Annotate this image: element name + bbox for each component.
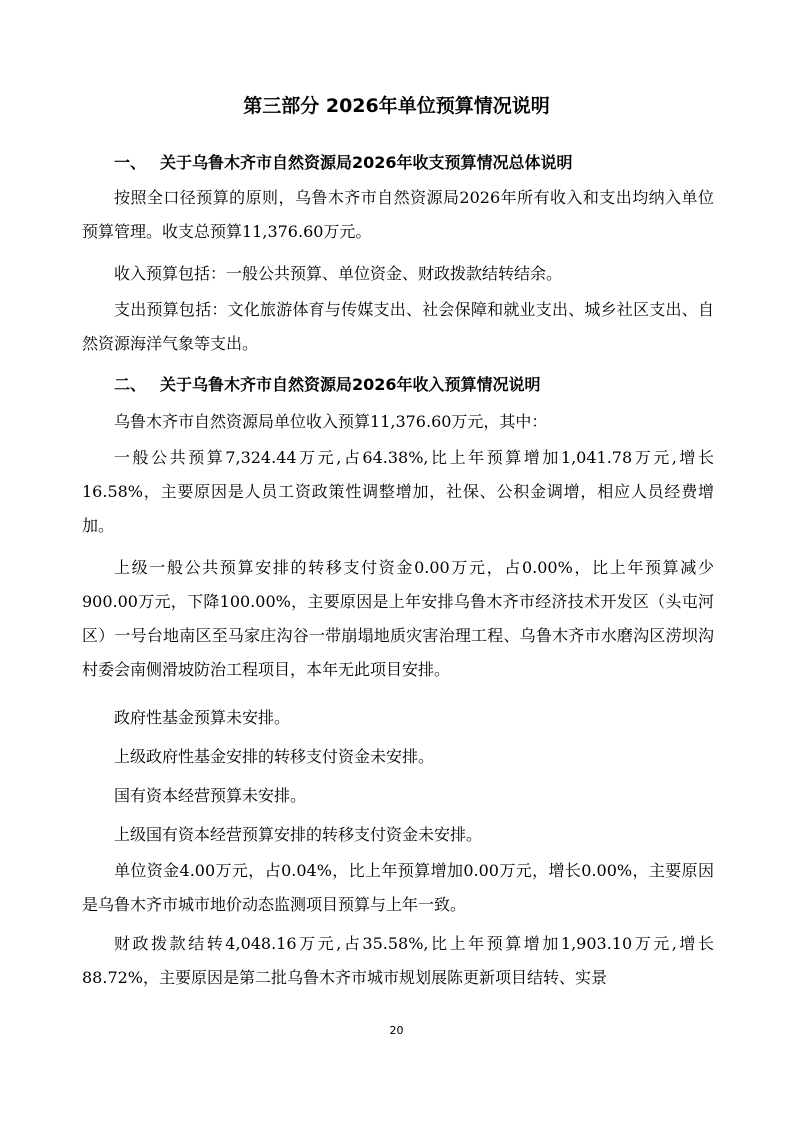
page-number: 20 bbox=[389, 1024, 404, 1037]
section-2-heading-text: 关于乌鲁木齐市自然资源局2026年收入预算情况说明 bbox=[160, 375, 541, 394]
paragraph: 上级一般公共预算安排的转移支付资金0.00万元，占0.00%，比上年预算减少900.00万元，下降100.00%，主要原因是上年安排乌鲁木齐市经济技术开发区（头屯河区）一号台地南区至马家庄沟谷一带崩塌地质灾害治理工程、乌鲁木齐市水磨沟区涝坝沟村委会南侧滑坡防治工程项目，本年无此项目安排。 bbox=[82, 558, 714, 679]
section-2-number: 二、 bbox=[114, 375, 147, 394]
paragraph: 收入预算包括：一般公共预算、单位资金、财政拨款结转结余。 bbox=[114, 264, 563, 283]
section-1-heading bbox=[114, 151, 714, 175]
paragraph: 一般公共预算7,324.44万元,占64.38%,比上年预算增加1,041.78万元,增长16.58%，主要原因是人员工资政策性调整增加，社保、公积金调增，相应人员经费增加。 bbox=[82, 448, 714, 535]
paragraph: 支出预算包括：文化旅游体育与传媒支出、社会保障和就业支出、城乡社区支出、自然资源海洋气象等支出。 bbox=[82, 300, 714, 353]
paragraph: 财政拨款结转4,048.16万元,占35.58%,比上年预算增加1,903.10万元,增长88.72%，主要原因是第二批乌鲁木齐市城市规划展陈更新项目结转、实景 bbox=[82, 934, 714, 987]
page-title: 第三部分 2026年单位预算情况说明 bbox=[243, 95, 550, 117]
paragraph: 单位资金4.00万元，占0.04%，比上年预算增加0.00万元，增长0.00%，主要原因是乌鲁木齐市城市地价动态监测项目预算与上年一致。 bbox=[82, 861, 714, 914]
paragraph: 按照全口径预算的原则，乌鲁木齐市自然资源局2026年所有收入和支出均纳入单位预算管理。收支总预算11,376.60万元。 bbox=[82, 188, 714, 241]
paragraph: 上级国有资本经营预算安排的转移支付资金未安排。 bbox=[114, 825, 483, 844]
paragraph: 政府性基金预算未安排。 bbox=[114, 708, 291, 727]
section-1-heading-text: 关于乌鲁木齐市自然资源局2026年收支预算情况总体说明 bbox=[160, 153, 573, 172]
paragraph: 乌鲁木齐市自然资源局单位收入预算11,376.60万元，其中： bbox=[114, 412, 548, 431]
paragraph: 上级政府性基金安排的转移支付资金未安排。 bbox=[114, 747, 435, 766]
section-2-heading bbox=[114, 373, 714, 397]
paragraph: 国有资本经营预算未安排。 bbox=[114, 786, 307, 805]
section-1-number: 一、 bbox=[114, 153, 147, 172]
